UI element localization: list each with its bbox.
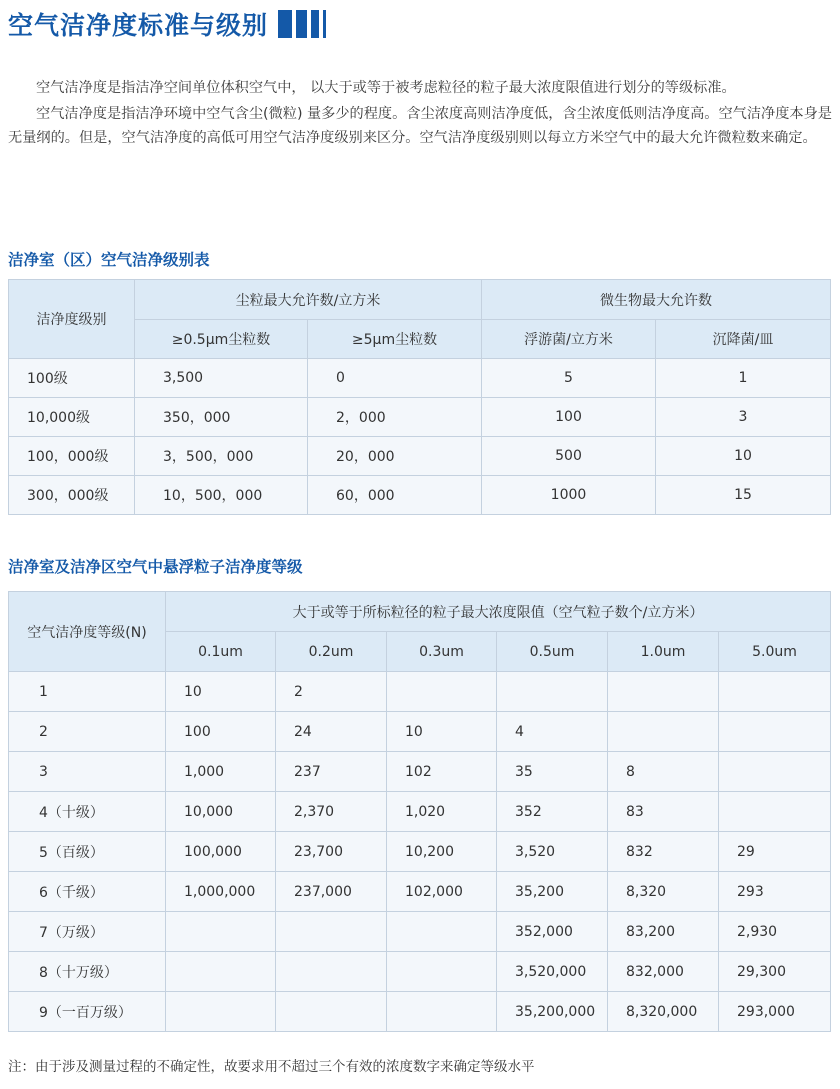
table-row [9, 912, 831, 952]
value-cell: 1,000,000 [166, 872, 276, 912]
table-row [9, 992, 831, 1032]
table-row [9, 872, 831, 912]
value-cell [276, 952, 387, 992]
value-cell: 3,520 [497, 832, 608, 872]
table-row [9, 832, 831, 872]
value-cell: 1000 [482, 476, 656, 515]
value-cell: 100,000 [166, 832, 276, 872]
value-cell: 3，500，000 [135, 437, 308, 476]
value-cell: 102 [387, 752, 497, 792]
value-cell: 237 [276, 752, 387, 792]
value-cell [387, 672, 497, 712]
value-cell [719, 712, 831, 752]
value-cell: 8,320 [608, 872, 719, 912]
value-cell: 8,320,000 [608, 992, 719, 1032]
value-cell: 35,200 [497, 872, 608, 912]
value-cell: 10，500，000 [135, 476, 308, 515]
value-cell: 3,520,000 [497, 952, 608, 992]
value-cell: 60，000 [308, 476, 482, 515]
header-micro-group: 微生物最大允许数 [482, 280, 831, 320]
table2-title: 洁净室及洁净区空气中悬浮粒子洁净度等级 [8, 557, 303, 576]
header-size: 0.3um [387, 632, 497, 672]
particle-class-table [8, 591, 831, 1032]
value-cell: 10 [166, 672, 276, 712]
header-dust-group: 尘粒最大允许数/立方米 [135, 280, 482, 320]
value-cell [387, 952, 497, 992]
class-cell: 7（万级） [9, 912, 166, 952]
value-cell: 352,000 [497, 912, 608, 952]
value-cell: 237,000 [276, 872, 387, 912]
value-cell [276, 992, 387, 1032]
value-cell: 2 [276, 672, 387, 712]
class-cell: 2 [9, 712, 166, 752]
title-row [8, 8, 330, 40]
intro-paragraph: 空气洁净度是指洁净空间单位体积空气中， 以大于或等于被考虑粒径的粒子最大浓度限值进行划分的等级标准。 [36, 80, 736, 96]
value-cell: 8 [608, 752, 719, 792]
header-size: 0.5um [497, 632, 608, 672]
value-cell: 500 [482, 437, 656, 476]
value-cell: 10 [656, 437, 831, 476]
value-cell: 35,200,000 [497, 992, 608, 1032]
value-cell: 5 [482, 359, 656, 398]
table-row [9, 752, 831, 792]
value-cell: 1,020 [387, 792, 497, 832]
table-row [9, 672, 831, 712]
header-size: 0.2um [276, 632, 387, 672]
value-cell: 1,000 [166, 752, 276, 792]
value-cell: 83,200 [608, 912, 719, 952]
header-col: 浮游菌/立方米 [482, 320, 656, 359]
value-cell: 20，000 [308, 437, 482, 476]
value-cell: 15 [656, 476, 831, 515]
class-cell: 10,000级 [9, 398, 135, 437]
header-size: 1.0um [608, 632, 719, 672]
value-cell: 83 [608, 792, 719, 832]
value-cell: 2,370 [276, 792, 387, 832]
value-cell: 1 [656, 359, 831, 398]
class-cell: 9（一百万级） [9, 992, 166, 1032]
value-cell: 10 [387, 712, 497, 752]
value-cell: 293 [719, 872, 831, 912]
table-row [9, 437, 831, 476]
value-cell: 24 [276, 712, 387, 752]
table-row [9, 792, 831, 832]
table-row [9, 398, 831, 437]
header-col: ≥5μm尘粒数 [308, 320, 482, 359]
page-title: 空气洁净度标准与级别 [8, 11, 269, 40]
value-cell: 350，000 [135, 398, 308, 437]
table-row [9, 952, 831, 992]
class-cell: 3 [9, 752, 166, 792]
value-cell: 352 [497, 792, 608, 832]
value-cell: 832 [608, 832, 719, 872]
value-cell [719, 672, 831, 712]
value-cell: 3 [656, 398, 831, 437]
header-col: ≥0.5μm尘粒数 [135, 320, 308, 359]
class-cell: 8（十万级） [9, 952, 166, 992]
table-row [9, 476, 831, 515]
value-cell [276, 912, 387, 952]
class-cell: 5（百级） [9, 832, 166, 872]
class-cell: 300，000级 [9, 476, 135, 515]
value-cell [719, 792, 831, 832]
value-cell [497, 672, 608, 712]
value-cell: 2，000 [308, 398, 482, 437]
table1-title: 洁净室（区）空气洁净级别表 [8, 250, 210, 269]
value-cell: 35 [497, 752, 608, 792]
value-cell: 102,000 [387, 872, 497, 912]
title-decoration [278, 9, 330, 39]
header-size: 5.0um [719, 632, 831, 672]
value-cell [387, 912, 497, 952]
value-cell: 29 [719, 832, 831, 872]
value-cell [166, 992, 276, 1032]
class-cell: 1 [9, 672, 166, 712]
value-cell: 100 [482, 398, 656, 437]
table-row [9, 359, 831, 398]
value-cell [608, 672, 719, 712]
class-cell: 6（千级） [9, 872, 166, 912]
value-cell: 2,930 [719, 912, 831, 952]
value-cell: 4 [497, 712, 608, 752]
intro-text [8, 76, 832, 152]
value-cell [719, 752, 831, 792]
value-cell: 100 [166, 712, 276, 752]
table2-body [9, 672, 831, 1032]
value-cell: 832,000 [608, 952, 719, 992]
header-size: 0.1um [166, 632, 276, 672]
class-cell: 4（十级） [9, 792, 166, 832]
footnote: 注：由于涉及测量过程的不确定性，故要求用不超过三个有效的浓度数字来确定等级水平 [8, 1059, 535, 1075]
intro-paragraph: 空气洁净度是指洁净环境中空气含尘(微粒) 量多少的程度。含尘浓度高则洁净度低，含尘浓度低则洁净度高。空气洁净度本身是无量纲的。但是，空气洁净度的高低可用空气洁净度级别来区分。空气洁净度级别则以每立方米空气中的最大允许微粒数来确定。 [8, 106, 832, 146]
value-cell [387, 992, 497, 1032]
value-cell: 3,500 [135, 359, 308, 398]
cleanroom-class-table [8, 279, 831, 515]
value-cell: 0 [308, 359, 482, 398]
value-cell [166, 912, 276, 952]
class-cell: 100级 [9, 359, 135, 398]
class-cell: 100，000级 [9, 437, 135, 476]
value-cell: 10,000 [166, 792, 276, 832]
header-class: 空气洁净度等级(N) [9, 592, 166, 672]
value-cell: 10,200 [387, 832, 497, 872]
table-row [9, 712, 831, 752]
header-group: 大于或等于所标粒径的粒子最大浓度限值（空气粒子数个/立方米） [166, 592, 831, 632]
value-cell: 29,300 [719, 952, 831, 992]
value-cell: 293,000 [719, 992, 831, 1032]
header-class: 洁净度级别 [9, 280, 135, 359]
header-col: 沉降菌/皿 [656, 320, 831, 359]
value-cell [608, 712, 719, 752]
value-cell [166, 952, 276, 992]
value-cell: 23,700 [276, 832, 387, 872]
